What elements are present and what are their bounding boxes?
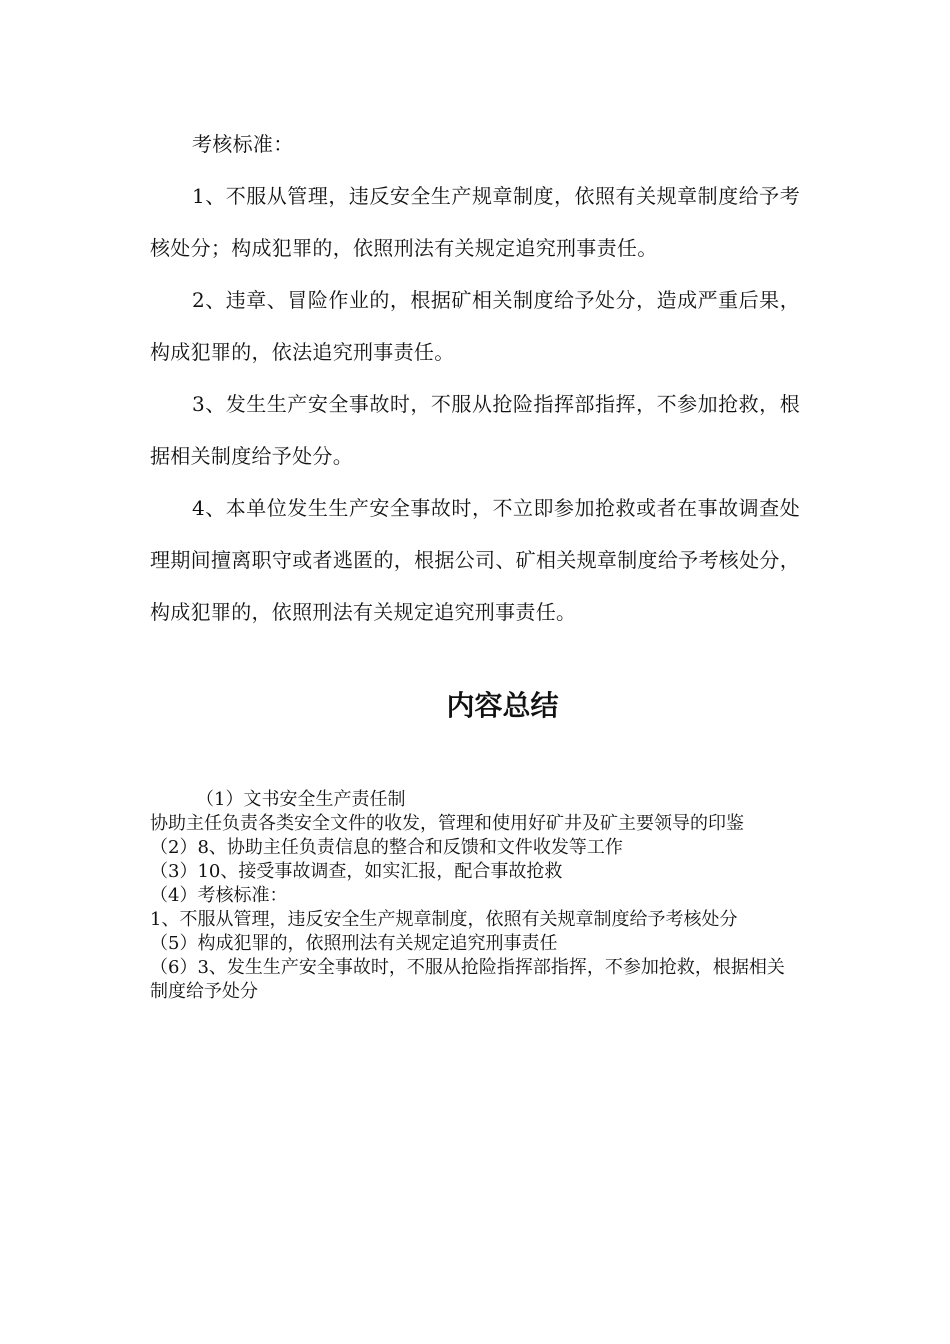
summary-heading: 内容总结 (446, 689, 559, 722)
summary-line-5: （4）考核标准： (150, 885, 288, 906)
summary-line-1: （1）文书安全生产责任制 (196, 789, 406, 810)
assessment-item-4: 4、本单位发生生产安全事故时，不立即参加抢救或者在事故调查处理期间擅离职守或者逃匿的，根据公司、矿相关规章制度给予考核处分，构成犯罪的，依照刑法有关规定追究刑事责任。 (150, 496, 800, 624)
assessment-title: 考核标准： (192, 132, 294, 156)
assessment-item-3: 3、发生生产安全事故时，不服从抢险指挥部指挥，不参加抢救，根据相关制度给予处分。 (150, 392, 800, 468)
summary-line-8: （6）3、发生生产安全事故时，不服从抢险指挥部指挥，不参加抢救，根据相关制度给予处分 (150, 957, 785, 1002)
summary-line-6: 1、不服从管理，违反安全生产规章制度，依照有关规章制度给予考核处分 (150, 909, 738, 930)
summary-line-7: （5）构成犯罪的，依照刑法有关规定追究刑事责任 (150, 933, 558, 954)
summary-section (150, 788, 800, 1004)
assessment-item-2: 2、违章、冒险作业的，根据矿相关制度给予处分，造成严重后果，构成犯罪的，依法追究刑事责任。 (150, 288, 800, 364)
assessment-section (150, 118, 800, 638)
summary-line-4: （3）10、接受事故调查，如实汇报，配合事故抢救 (150, 861, 563, 882)
assessment-item-1: 1、不服从管理，违反安全生产规章制度，依照有关规章制度给予考核处分；构成犯罪的，依照刑法有关规定追究刑事责任。 (150, 184, 800, 260)
summary-line-3: （2）8、协助主任负责信息的整合和反馈和文件收发等工作 (150, 837, 623, 858)
summary-line-2: 协助主任负责各类安全文件的收发，管理和使用好矿井及矿主要领导的印鉴 (150, 813, 744, 834)
